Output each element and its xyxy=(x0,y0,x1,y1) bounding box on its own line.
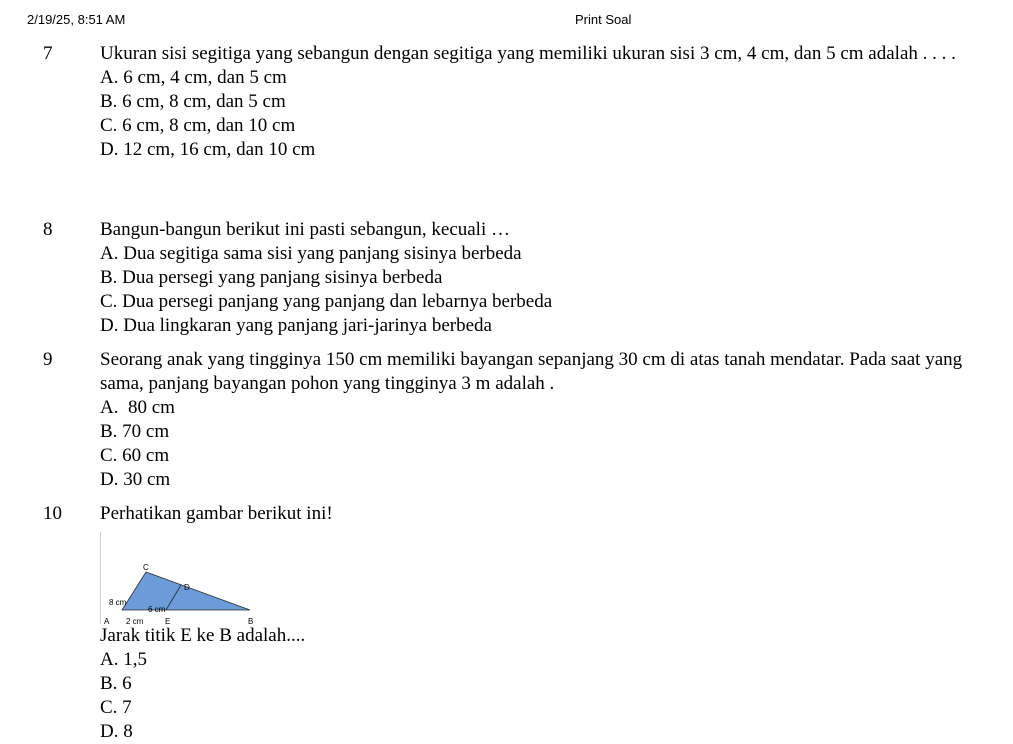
label-point-d: D xyxy=(184,583,190,592)
option-d: D. 8 xyxy=(100,721,133,742)
question-text: Ukuran sisi segitiga yang sebangun dengan segitiga yang memiliki ukuran sisi 3 cm, 4 cm, dan 5 cm adalah . . . . xyxy=(100,43,956,64)
question-subtext: Jarak titik E ke B adalah.... xyxy=(100,625,306,646)
label-point-b: B xyxy=(248,617,254,624)
question-number: 7 xyxy=(43,43,53,64)
label-point-a: A xyxy=(104,617,110,624)
question-body xyxy=(100,348,990,492)
option-c: C. 7 xyxy=(100,697,132,718)
option-c: C. 6 cm, 8 cm, dan 10 cm xyxy=(100,115,296,136)
question-text: Bangun-bangun berikut ini pasti sebangun, kecuali … xyxy=(100,219,510,240)
option-b: B. Dua persegi yang panjang sisinya berbeda xyxy=(100,267,443,288)
question-number: 10 xyxy=(43,503,62,524)
question-body xyxy=(100,502,990,744)
option-c: C. 60 cm xyxy=(100,445,170,466)
option-b: B. 6 xyxy=(100,673,132,694)
triangle-diagram xyxy=(100,532,270,624)
option-a: A. 80 cm xyxy=(100,397,175,418)
option-b: B. 6 cm, 8 cm, dan 5 cm xyxy=(100,91,286,112)
question-body xyxy=(100,218,990,338)
page-header xyxy=(0,12,1013,30)
option-a: A. 1,5 xyxy=(100,649,147,670)
option-a: A. 6 cm, 4 cm, dan 5 cm xyxy=(100,67,287,88)
question-number: 8 xyxy=(43,219,53,240)
option-a: A. Dua segitiga sama sisi yang panjang sisinya berbeda xyxy=(100,243,522,264)
label-point-c: C xyxy=(143,563,149,572)
question-text: Seorang anak yang tingginya 150 cm memiliki bayangan sepanjang 30 cm di atas tanah mendatar. Pada saat yang sama, panjang bayangan pohon yang tingginya 3 m adalah . xyxy=(100,349,963,394)
question-text: Perhatikan gambar berikut ini! xyxy=(100,503,333,524)
option-d: D. Dua lingkaran yang panjang jari-jarinya berbeda xyxy=(100,315,492,336)
label-side-ae: 2 cm xyxy=(126,617,144,624)
label-side-ac: 8 cm xyxy=(109,598,127,607)
label-point-e: E xyxy=(165,617,171,624)
option-d: D. 30 cm xyxy=(100,469,171,490)
label-side-ed: 6 cm xyxy=(148,605,166,614)
question-number: 9 xyxy=(43,349,53,370)
option-c: C. Dua persegi panjang yang panjang dan lebarnya berbeda xyxy=(100,291,553,312)
option-b: B. 70 cm xyxy=(100,421,170,442)
option-d: D. 12 cm, 16 cm, dan 10 cm xyxy=(100,139,316,160)
page-title: Print Soal xyxy=(575,12,632,27)
question-body xyxy=(100,42,990,162)
triangle-figure xyxy=(100,532,270,624)
print-datetime: 2/19/25, 8:51 AM xyxy=(27,12,126,27)
